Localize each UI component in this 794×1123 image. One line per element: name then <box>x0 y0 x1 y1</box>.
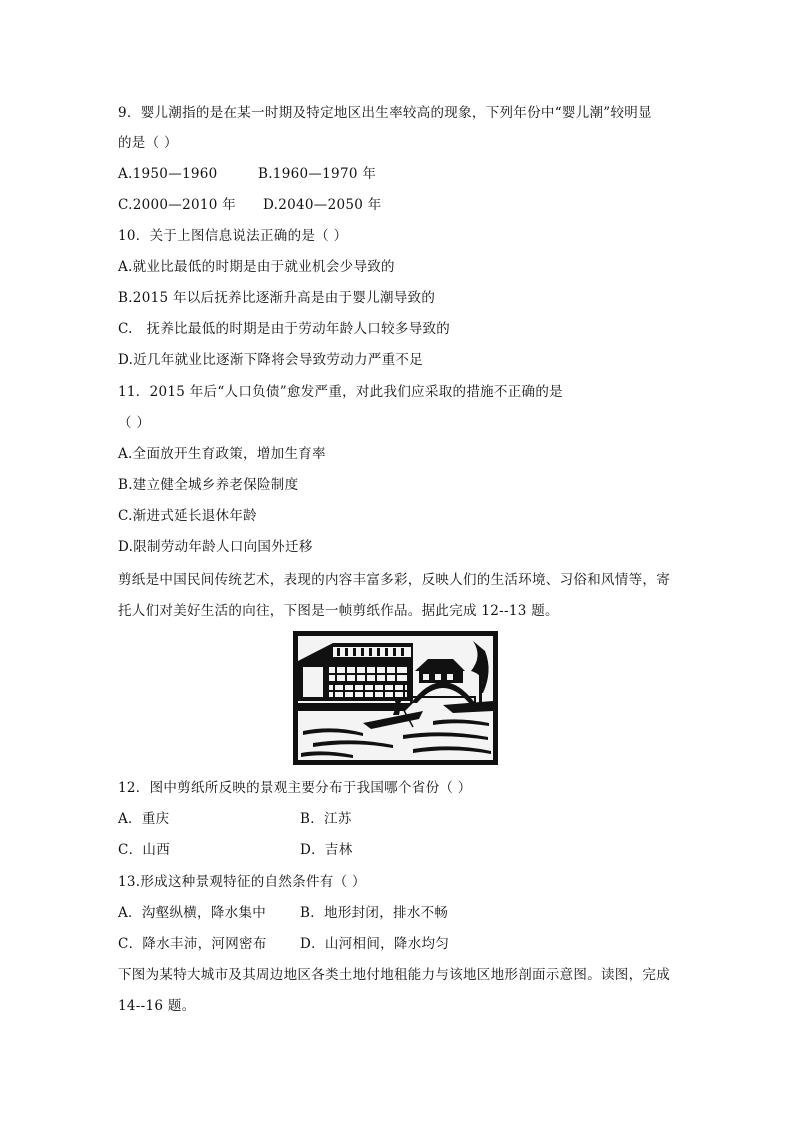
q13-stem: 13.形成这种景观特征的自然条件有（ ） <box>118 874 366 890</box>
q13-option-d: D．山河相间，降水均匀 <box>300 936 450 952</box>
q12-option-b: B．江苏 <box>300 811 352 827</box>
q10-option-c: C. 抚养比最低的时期是由于劳动年龄人口较多导致的 <box>118 321 451 337</box>
q9-option-a: A.1950—1960 <box>118 166 218 182</box>
q11-paren: （ ） <box>118 415 151 431</box>
q11-option-b: B.建立健全城乡养老保险制度 <box>118 477 299 493</box>
q11-option-c: C.渐进式延长退休年龄 <box>118 508 257 524</box>
q12-option-c: C．山西 <box>118 842 171 858</box>
q11-option-d: D.限制劳动年龄人口向国外迁移 <box>118 539 313 555</box>
q12-option-a: A．重庆 <box>118 811 170 827</box>
q11-option-a: A.全面放开生育政策，增加生育率 <box>118 446 326 462</box>
q13-option-c: C．降水丰沛，河网密布 <box>118 936 267 952</box>
q10-stem: 10．关于上图信息说法正确的是（ ） <box>118 228 348 244</box>
papercut-image <box>293 631 498 765</box>
q11-stem: 11．2015 年后“人口负债”愈发严重，对此我们应采取的措施不正确的是 <box>118 384 563 400</box>
intro12-line2: 托人们对美好生活的向往，下图是一帧剪纸作品。据此完成 12--13 题。 <box>118 603 559 619</box>
q10-option-d: D.近几年就业比逐渐下降将会导致劳动力严重不足 <box>118 352 424 368</box>
q9-option-d: D.2040—2050 年 <box>263 197 382 213</box>
q9-option-c: C.2000—2010 年 <box>118 197 237 213</box>
q13-option-b: B．地形封闭，排水不畅 <box>300 905 449 921</box>
q10-option-b: B.2015 年以后抚养比逐渐升高是由于婴儿潮导致的 <box>118 290 436 306</box>
q9-stem-line1: 9．婴儿潮指的是在某一时期及特定地区出生率较高的现象，下列年份中“婴儿潮”较明显 <box>118 105 652 121</box>
intro14-line1: 下图为某特大城市及其周边地区各类土地付地租能力与该地区地形剖面示意图。读图，完成 <box>118 967 670 983</box>
q12-stem: 12．图中剪纸所反映的景观主要分布于我国哪个省份（ ） <box>118 780 472 796</box>
q13-option-a: A．沟壑纵横，降水集中 <box>118 905 267 921</box>
q9-stem-line2: 的是（ ） <box>118 135 178 151</box>
intro12-line1: 剪纸是中国民间传统艺术，表现的内容丰富多彩，反映人们的生活环境、习俗和风情等，寄 <box>118 572 670 588</box>
q12-option-d: D．吉林 <box>300 842 353 858</box>
intro14-line2: 14--16 题。 <box>118 998 196 1014</box>
q9-option-b: B.1960—1970 年 <box>258 166 377 182</box>
q10-option-a: A.就业比最低的时期是由于就业机会少导致的 <box>118 259 395 275</box>
